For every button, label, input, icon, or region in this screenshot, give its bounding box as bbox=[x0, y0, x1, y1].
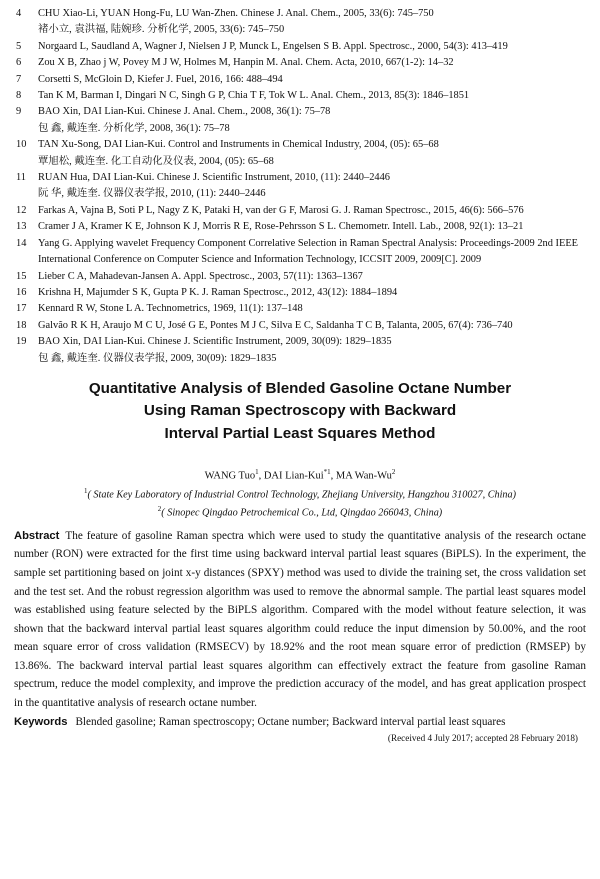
reference-item bbox=[14, 72, 586, 88]
reference-item bbox=[14, 301, 586, 317]
reference-text bbox=[38, 88, 586, 104]
reference-item bbox=[14, 137, 586, 170]
author-affiliation-mark: 1 bbox=[255, 468, 259, 477]
reference-text bbox=[38, 137, 586, 170]
reference-text bbox=[38, 269, 586, 285]
reference-item bbox=[14, 39, 586, 55]
reference-line: RUAN Hua, DAI Lian-Kui. Chinese J. Scientific Instrument, 2010, (11): 2440–2446 bbox=[38, 172, 390, 184]
reference-number: 9 bbox=[16, 106, 22, 118]
affiliation-text: ( Sinopec Qingdao Petrochemical Co., Ltd, Qingdao 266043, China) bbox=[161, 507, 443, 519]
reference-line: CHU Xiao-Li, YUAN Hong-Fu, LU Wan-Zhen. Chinese J. Anal. Chem., 2005, 33(6): 745–750 bbox=[38, 8, 434, 19]
reference-number: 16 bbox=[16, 286, 27, 298]
reference-text bbox=[38, 203, 586, 219]
keywords-text: Blended gasoline; Raman spectroscopy; Octane number; Backward interval partial least squares bbox=[75, 715, 506, 728]
title-line-3: Interval Partial Least Squares Method bbox=[164, 424, 436, 442]
keywords bbox=[14, 713, 586, 732]
author-affiliation-mark: *1 bbox=[323, 468, 331, 477]
affiliation-1 bbox=[14, 484, 586, 502]
article-title bbox=[14, 378, 586, 446]
reference-line: 阮 华, 戴连奎. 仪器仪表学报, 2010, (11): 2440–2446 bbox=[38, 188, 266, 200]
reference-text bbox=[38, 236, 586, 269]
reference-text bbox=[38, 219, 586, 235]
reference-line: TAN Xu-Song, DAI Lian-Kui. Control and Instruments in Chemical Industry, 2004, (05): 65–68 bbox=[38, 139, 439, 151]
reference-number: 5 bbox=[16, 40, 22, 52]
abstract bbox=[14, 527, 586, 713]
reference-line: Krishna H, Majumder S K, Gupta P K. J. Raman Spectrosc., 2012, 43(12): 1884–1894 bbox=[38, 286, 398, 298]
reference-number: 11 bbox=[16, 172, 27, 184]
reference-line: BAO Xin, DAI Lian-Kui. Chinese J. Anal. Chem., 2008, 36(1): 75–78 bbox=[38, 106, 331, 118]
author-name: WANG Tuo bbox=[204, 470, 256, 482]
reference-number: 8 bbox=[16, 90, 22, 102]
author-name: MA Wan-Wu bbox=[335, 470, 392, 482]
reference-item bbox=[14, 55, 586, 71]
reference-item bbox=[14, 203, 586, 219]
reference-number: 12 bbox=[16, 204, 27, 216]
reference-line: Corsetti S, McGloin D, Kiefer J. Fuel, 2016, 166: 488–494 bbox=[38, 73, 283, 85]
reference-number: 14 bbox=[16, 237, 27, 249]
reference-text bbox=[38, 39, 586, 55]
reference-item bbox=[14, 269, 586, 285]
affiliation-2 bbox=[14, 502, 586, 520]
author-list: WANG Tuo$^1$, DAI Lian-Kui$^{*1}$, MA Wan-Wu$^2$ bbox=[204, 468, 396, 482]
keywords-label: Keywords bbox=[14, 715, 68, 728]
reference-list bbox=[14, 6, 586, 367]
reference-number: 7 bbox=[16, 73, 22, 85]
reference-text bbox=[38, 170, 586, 203]
reference-text bbox=[38, 334, 586, 367]
reference-number: 19 bbox=[16, 336, 27, 348]
affiliation-index: 1 bbox=[83, 486, 88, 495]
reference-item bbox=[14, 285, 586, 301]
reference-item bbox=[14, 236, 586, 269]
reference-line: 包 鑫, 戴连奎. 分析化学, 2008, 36(1): 75–78 bbox=[38, 122, 230, 134]
reference-number: 15 bbox=[16, 270, 27, 282]
reference-item bbox=[14, 104, 586, 137]
affiliation-text: ( State Key Laboratory of Industrial Control Technology, Zhejiang University, Hangzhou 310027, China) bbox=[87, 489, 517, 501]
reference-text bbox=[38, 6, 586, 39]
reference-line: BAO Xin, DAI Lian-Kui. Chinese J. Scientific Instrument, 2009, 30(09): 1829–1835 bbox=[38, 336, 392, 348]
title-line-2: Using Raman Spectroscopy with Backward bbox=[143, 402, 457, 420]
reference-line: Cramer J A, Kramer K E, Johnson K J, Morris R E, Rose-Pehrsson S L. Chemometr. Intell. Lab., 2008, 92(1): 13–21 bbox=[38, 221, 524, 233]
reference-text bbox=[38, 55, 586, 71]
reference-text bbox=[38, 301, 586, 317]
reference-line: 褚小立, 袁洪福, 陆婉珍. 分析化学, 2005, 33(6): 745–750 bbox=[38, 24, 285, 36]
reference-line: Norgaard L, Saudland A, Wagner J, Nielsen J P, Munck L, Engelsen S B. Appl. Spectrosc., 2000, 54(3): 413–419 bbox=[38, 40, 508, 52]
reference-number: 18 bbox=[16, 319, 27, 331]
reference-item bbox=[14, 219, 586, 235]
reference-text bbox=[38, 285, 586, 301]
reference-line: Galvão R K H, Araujo M C U, José G E, Pontes M J C, Silva E C, Saldanha T C B, Talanta, 2005, 67(4): 736–740 bbox=[38, 319, 513, 331]
reference-item bbox=[14, 88, 586, 104]
reference-line: Farkas A, Vajna B, Soti P L, Nagy Z K, Pataki H, van der G F, Marosi G. J. Raman Spectrosc., 2015, 46(6): 566–576 bbox=[38, 204, 524, 216]
author-affiliation-mark: 2 bbox=[391, 468, 396, 477]
reference-line: Yang G. Applying wavelet Frequency Component Correlative Selection in Raman Spectral Analysis: Proceedings-2009 2nd IEEE International Conference on Computer Science and Information Technology, ICCSIT 2009, 2009[C]. 2009 bbox=[38, 237, 579, 266]
received-date: (Received 4 July 2017; accepted 28 February 2018) bbox=[387, 733, 578, 744]
reference-line: Kennard R W, Stone L A. Technometrics, 1969, 11(1): 137–148 bbox=[38, 303, 303, 315]
title-line-1: Quantitative Analysis of Blended Gasoline Octane Number bbox=[88, 379, 512, 397]
reference-line: 包 鑫, 戴连奎. 仪器仪表学报, 2009, 30(09): 1829–1835 bbox=[38, 352, 277, 364]
reference-item bbox=[14, 334, 586, 367]
affiliation-index: 2 bbox=[157, 505, 162, 514]
reference-number: 13 bbox=[16, 221, 27, 233]
reference-item bbox=[14, 318, 586, 334]
reference-number: 17 bbox=[16, 303, 27, 315]
reference-item bbox=[14, 170, 586, 203]
reference-line: 覃旭松, 戴连奎. 化工自动化及仪表, 2004, (05): 65–68 bbox=[38, 155, 274, 167]
reference-text bbox=[38, 72, 586, 88]
reference-line: Zou X B, Zhao j W, Povey M J W, Holmes M, Hanpin M. Anal. Chem. Acta, 2010, 667(1-2): 14–32 bbox=[38, 57, 454, 69]
abstract-text: The feature of gasoline Raman spectra which were used to study the quantitative analysis of the research octane number (RON) were extracted for the first time using backward interval partial least squares (BiPLS). In the experiment, the sample set partitioning based on joint x-y distances (SPXY) method was used to divide the training set, the cross validation set and the test set. And the robust regression algorithm was used to remove the abnormal sample. The partial least squares model was established using feature selected by the BiPLS algorithm. Compared with the model without feature selection, it was shown that the backward interval partial least squares algorithm could reduce the input dimension by 50.00%, and the root mean square error of cross validation (RMSECV) by 18.92% and the root mean square error of prediction (RMSEP) by 13.86%. The backward interval partial least squares algorithm can effectively extract the feature from gasoline Raman spectrum, reduce the model complexity, and improve the prediction accuracy of the model, and has great application prospect in the quantitative analysis of research octane number. bbox=[14, 529, 586, 710]
abstract-label: Abstract bbox=[14, 529, 60, 542]
reference-item bbox=[14, 6, 586, 39]
reference-line: Lieber C A, Mahadevan-Jansen A. Appl. Spectrosc., 2003, 57(11): 1363–1367 bbox=[38, 270, 363, 282]
reference-text bbox=[38, 318, 586, 334]
reference-number: 10 bbox=[16, 139, 27, 151]
author-name: DAI Lian-Kui bbox=[263, 470, 324, 482]
reference-number: 4 bbox=[16, 8, 22, 19]
reference-text bbox=[38, 104, 586, 137]
reference-number: 6 bbox=[16, 57, 22, 69]
reference-line: Tan K M, Barman I, Dingari N C, Singh G P, Chia T F, Tok W L. Anal. Chem., 2013, 85(3): 1846–1851 bbox=[38, 90, 470, 102]
